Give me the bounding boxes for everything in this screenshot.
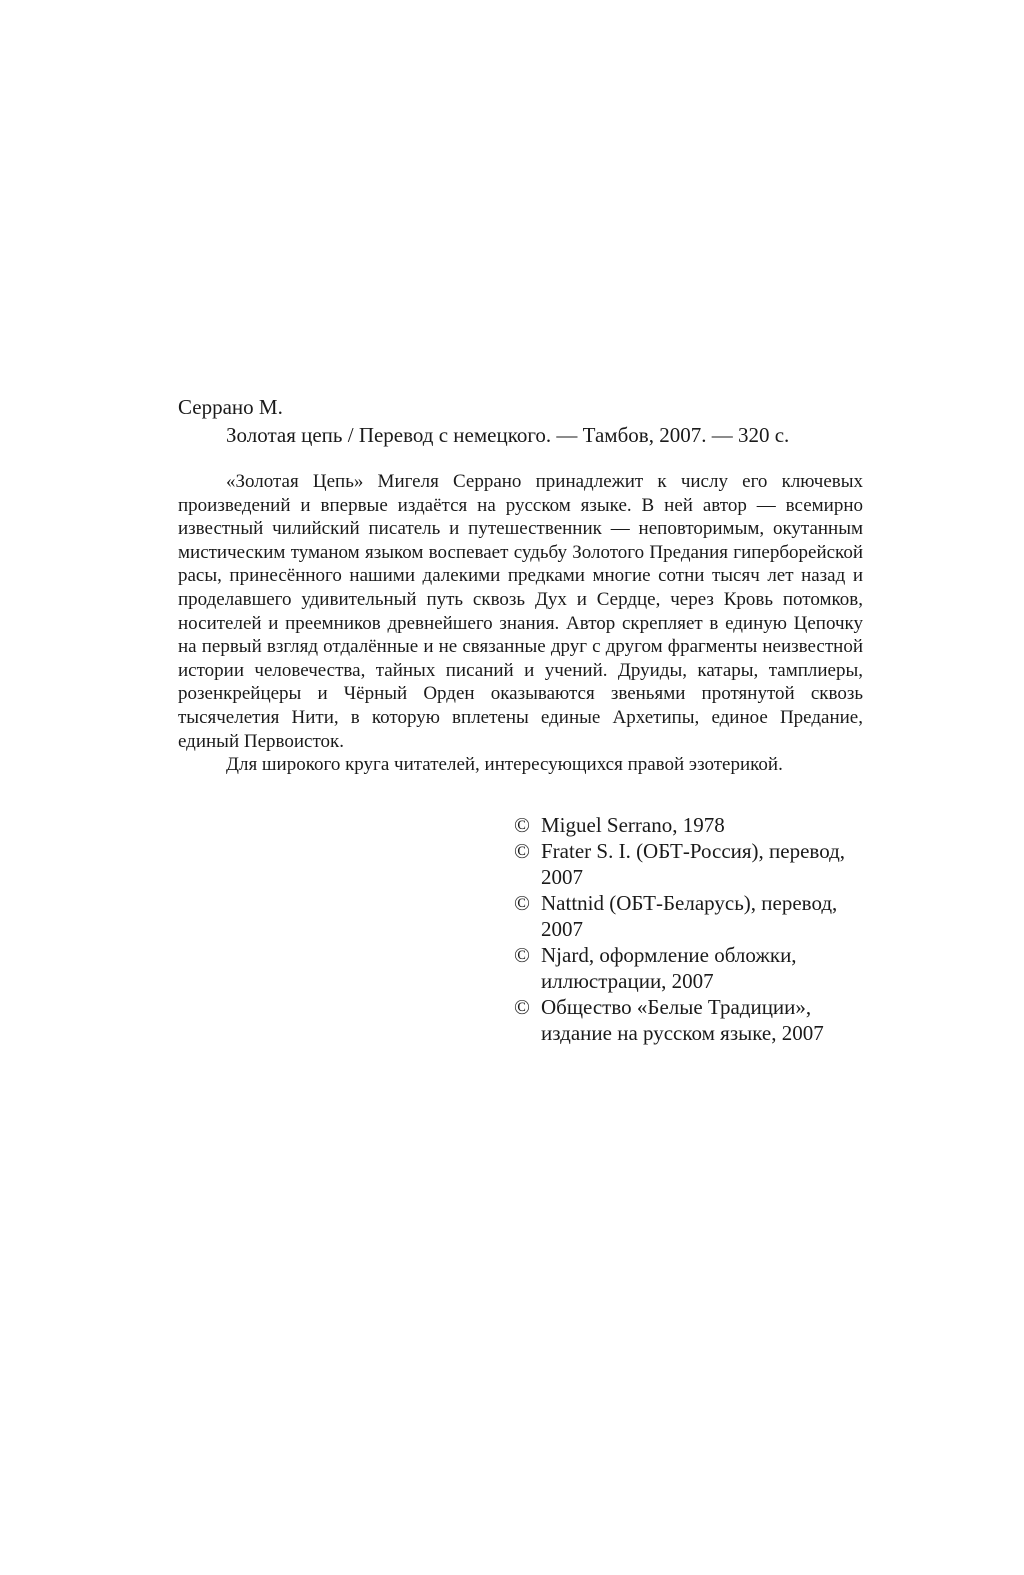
annotation [178, 470, 863, 777]
copyright-text: Общество «Белые Традиции», издание на русском языке, 2007 [541, 995, 824, 1045]
copyright-symbol-icon: © [514, 891, 530, 915]
copyright-symbol-icon: © [514, 839, 530, 863]
annotation-paragraph-description: «Золотая Цепь» Мигеля Серрано принадлежит к числу его ключевых произведений и впервые издаётся на русском языке. В ней автор — всемирно известный чилийский писатель и путешественник — неповторимым, окутанным мистическим туманом языком воспевает судьбу Золотого Предания гиперборейской расы, принесённого нашими далекими предками многие сотни тысяч лет назад и проделавшего удивительный путь сквозь Дух и Сердце, через Кровь потомков, носителей и преемников древнейшего знания. Автор скрепляет в единую Цепочку на первый взгляд отдалённые и не связанные друг с другом фрагменты неизвестной истории человечества, тайных писаний и учений. Друиды, катары, тамплиеры, розенкрейцеры и Чёрный Орден оказываются звеньями протянутой сквозь тысячелетия Нити, в которую вплетены единые Архетипы, единое Предание, единый Первоисток. [178, 471, 863, 752]
copyright-item [514, 942, 874, 994]
copyright-text: Nattnid (ОБТ-Беларусь), перевод, 2007 [541, 891, 838, 941]
bibliographic-record [178, 393, 878, 449]
copyright-text: Frater S. I. (ОБТ-Россия), перевод, 2007 [541, 839, 846, 889]
annotation-paragraph-audience: Для широкого круга читателей, интересующихся правой эзотерикой. [226, 754, 783, 776]
copyright-item [514, 812, 874, 838]
copyright-symbol-icon: © [514, 995, 530, 1019]
title-line: Золотая цепь / Перевод с немецкого. — Тамбов, 2007. — 320 с. [226, 423, 790, 447]
copyright-item [514, 890, 874, 942]
copyright-symbol-icon: © [514, 813, 530, 837]
copyright-text: Miguel Serrano, 1978 [541, 813, 725, 837]
author-name: Серрано М. [178, 395, 283, 419]
copyright-symbol-icon: © [514, 943, 530, 967]
copyright-text: Njard, оформление обложки, иллюстрации, 2007 [541, 943, 797, 993]
copyright-item [514, 994, 874, 1046]
copyright-item [514, 838, 874, 890]
copyright-list [514, 812, 874, 1046]
